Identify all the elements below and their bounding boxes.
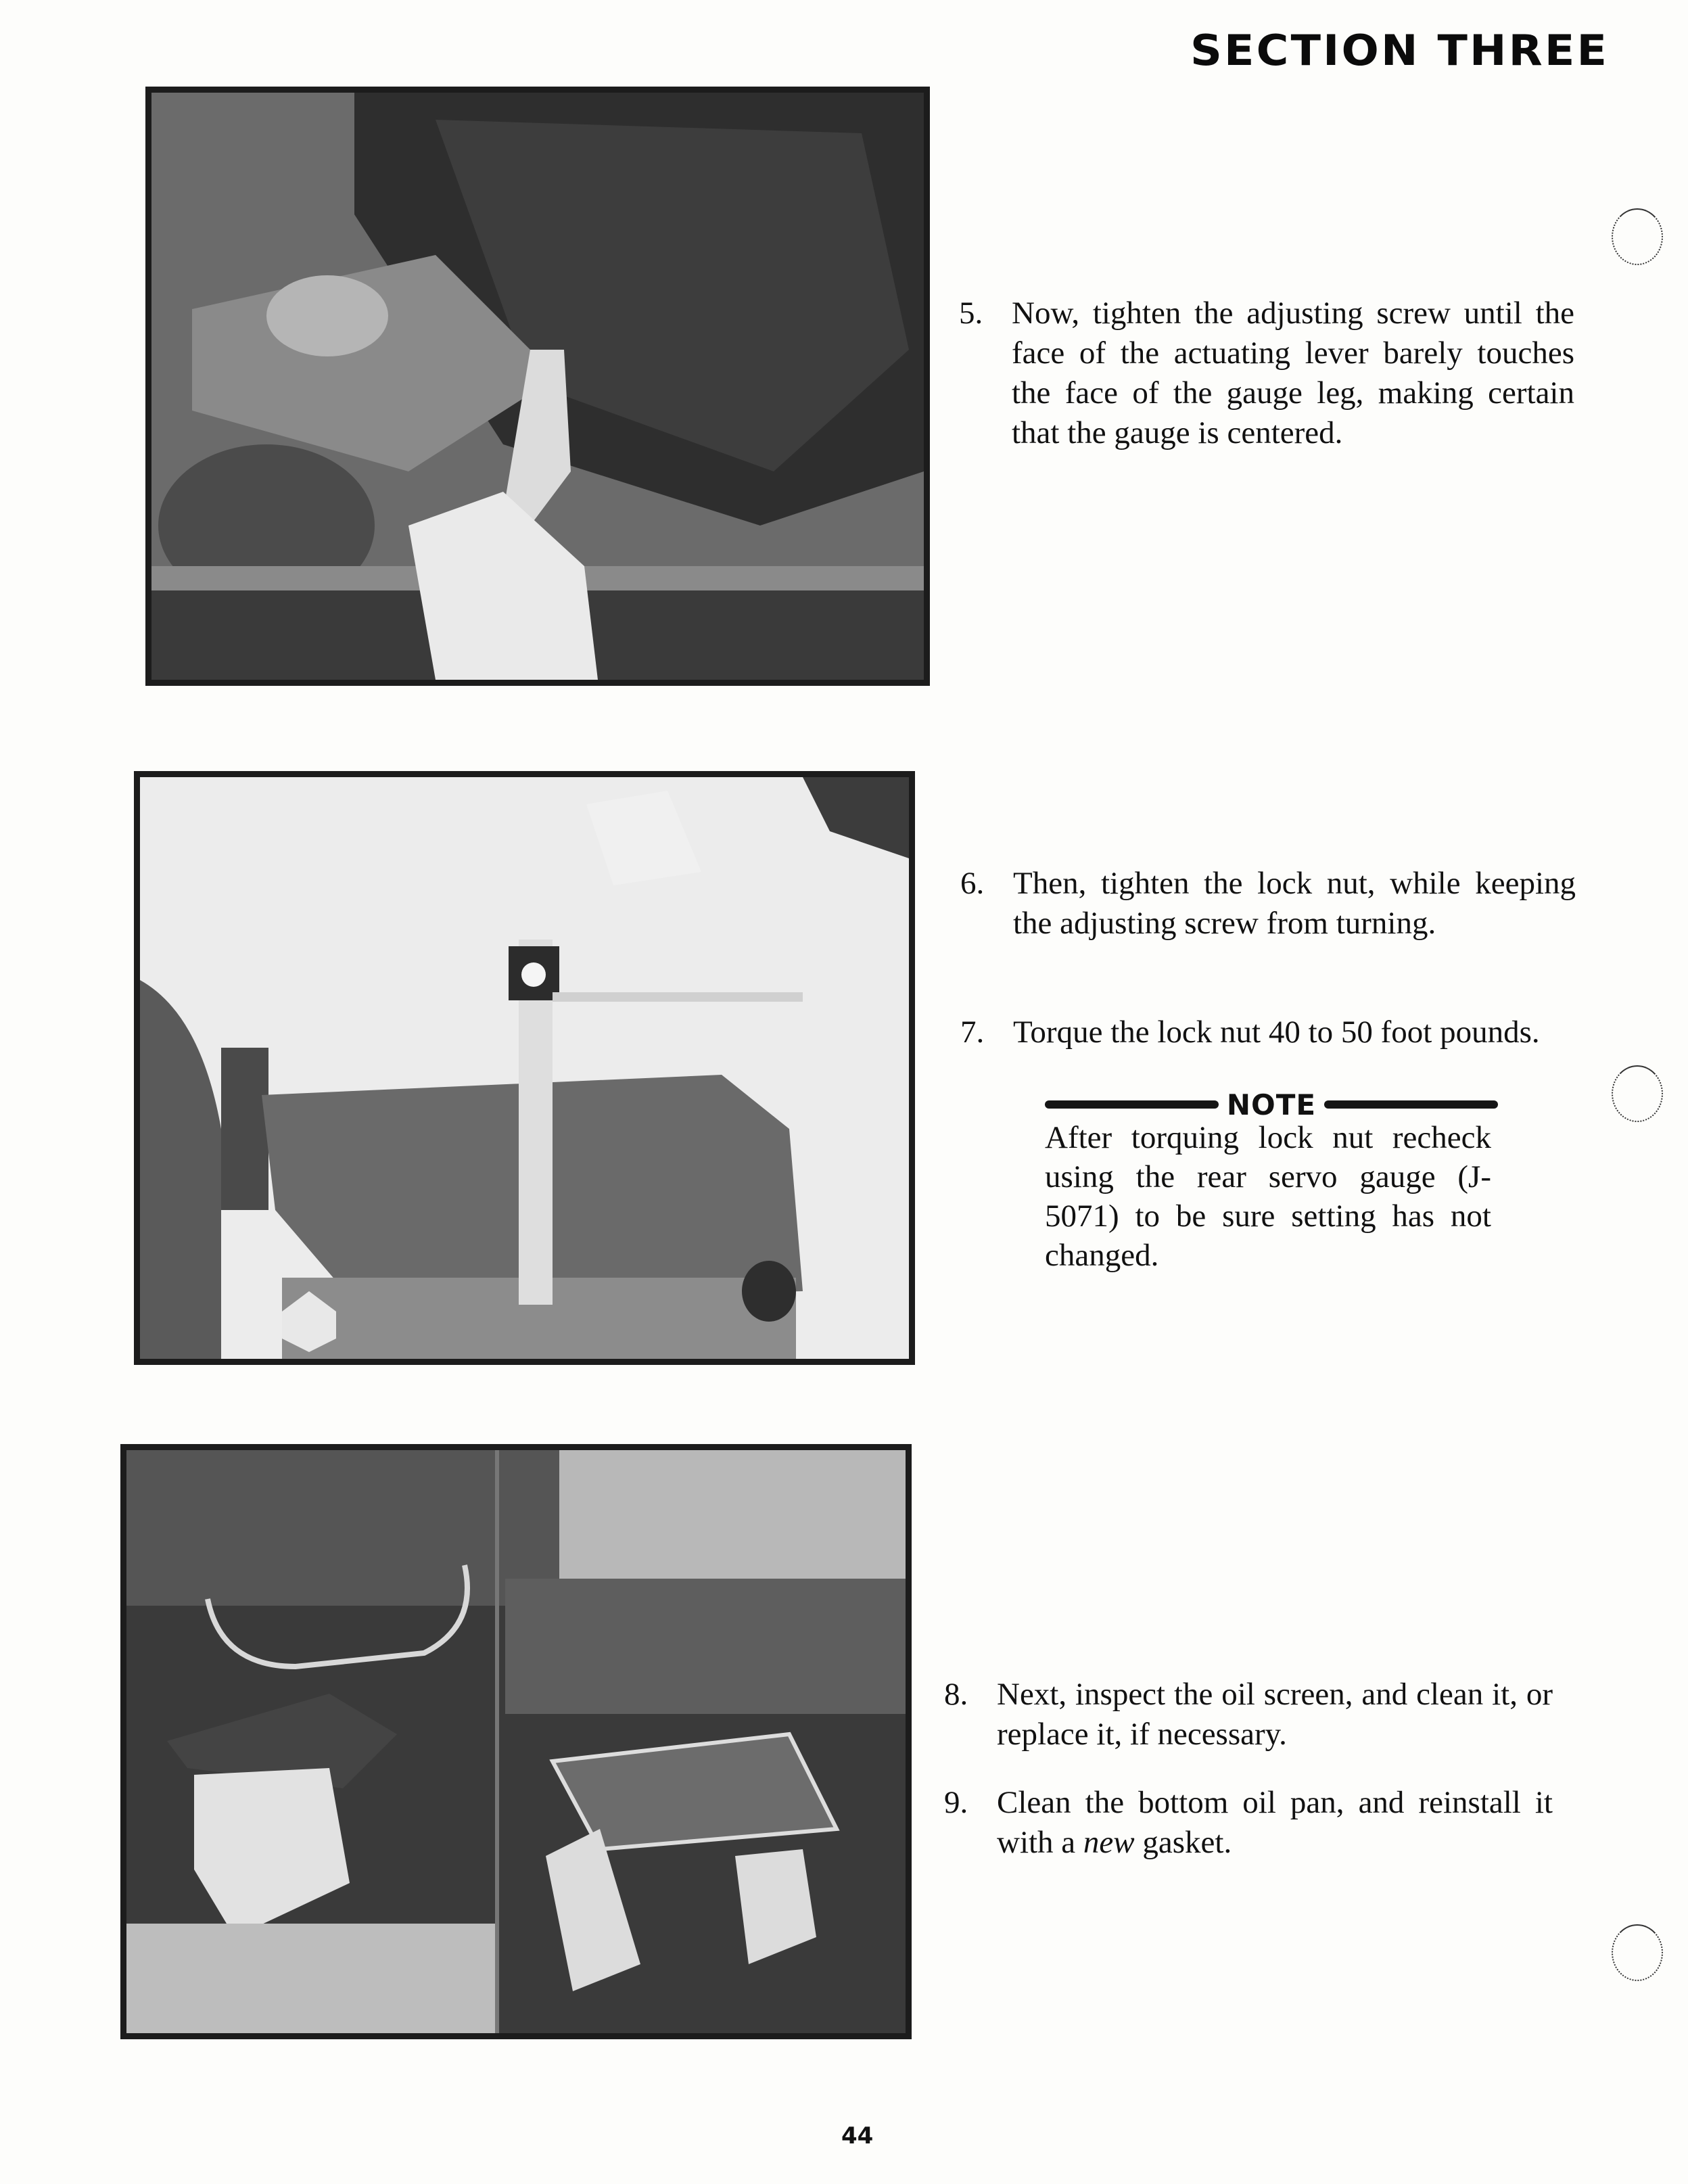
section-title: SECTION THREE bbox=[1190, 26, 1610, 75]
binder-punch-hole bbox=[1612, 1065, 1663, 1122]
instruction-step bbox=[959, 294, 1574, 453]
step-text: Then, tighten the lock nut, while keeping the adjusting screw from turning. bbox=[1013, 866, 1576, 941]
step-number: 9. bbox=[944, 1785, 968, 1820]
servo-adjustment-image bbox=[151, 93, 924, 680]
instruction-step bbox=[944, 1783, 1553, 1863]
step-text-before: Clean the bottom oil pan, and reinstall it with a bbox=[997, 1785, 1553, 1860]
step-number: 5. bbox=[959, 296, 983, 331]
note-header bbox=[1045, 1089, 1498, 1120]
instruction-step bbox=[960, 1013, 1576, 1052]
note-text: After torquing lock nut recheck using the rear servo gauge (J-5071) to be sure setting has not changed. bbox=[1045, 1120, 1491, 1273]
note-rule-left bbox=[1045, 1100, 1219, 1109]
step-text-after: gasket. bbox=[1134, 1825, 1232, 1860]
step-text: Torque the lock nut 40 to 50 foot pounds. bbox=[1013, 1015, 1540, 1050]
oil-screen-pan-image bbox=[126, 1450, 906, 2033]
step-number: 8. bbox=[944, 1677, 968, 1712]
page-number: 44 bbox=[841, 2122, 874, 2150]
figure-lock-nut-torque-photo bbox=[134, 771, 915, 1365]
binder-punch-hole bbox=[1612, 208, 1663, 265]
step-text bbox=[997, 1783, 1553, 1863]
figure-oil-screen-pan-photo bbox=[120, 1444, 912, 2039]
instruction-step bbox=[960, 864, 1576, 944]
note-label: NOTE bbox=[1226, 1088, 1317, 1121]
note-rule-right bbox=[1324, 1100, 1498, 1109]
step-number: 6. bbox=[960, 866, 985, 901]
step-number: 7. bbox=[960, 1015, 985, 1050]
step-text-emphasis: new bbox=[1083, 1825, 1135, 1860]
step-text: Now, tighten the adjusting screw until the face of the actuating lever barely touches the face of the gauge leg, making certain that the gauge is centered. bbox=[1012, 296, 1574, 450]
binder-punch-hole bbox=[1612, 1924, 1663, 1981]
instruction-step bbox=[944, 1675, 1553, 1755]
figure-servo-adjustment-photo bbox=[145, 87, 930, 686]
lock-nut-torque-image bbox=[140, 777, 909, 1359]
step-text: Next, inspect the oil screen, and clean it, or replace it, if necessary. bbox=[997, 1677, 1553, 1752]
